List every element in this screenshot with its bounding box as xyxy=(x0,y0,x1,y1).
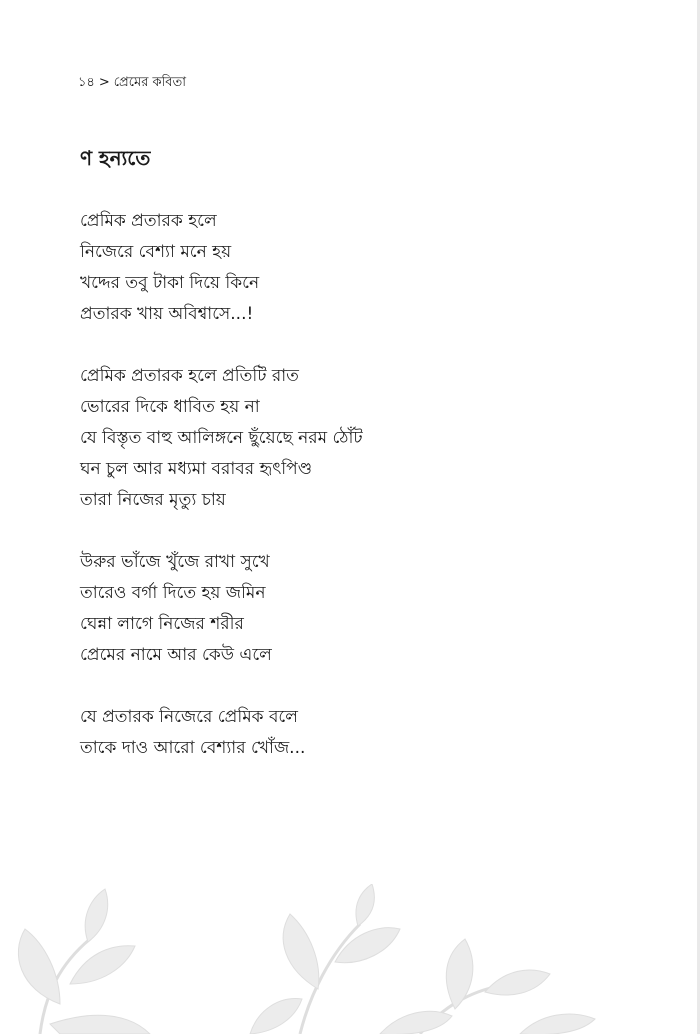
poem-line: প্রেমিক প্রতারক হলে প্রতিটি রাত xyxy=(80,366,299,386)
poem-line: খদ্দের তবু টাকা দিয়ে কিনে xyxy=(80,273,260,293)
poem-body xyxy=(80,206,620,795)
page-number: ১৪ xyxy=(78,75,95,90)
header-separator: > xyxy=(98,75,110,90)
poem-line: ঘন চুল আর মধ্যমা বরাবর হৃৎপিণ্ড xyxy=(80,459,313,479)
stanza-3 xyxy=(80,547,620,671)
poem-line: যে প্রতারক নিজেরে প্রেমিক বলে xyxy=(80,707,298,727)
poem-line: যে বিস্তৃত বাহু আলিঙ্গনে ছুঁয়েছে নরম ঠোঁট xyxy=(80,428,363,448)
stanza-1 xyxy=(80,206,620,330)
stanza-4 xyxy=(80,702,620,764)
poem-line: উরুর ভাঁজে খুঁজে রাখা সুখে xyxy=(80,552,270,572)
leaf-branch-illustration-icon xyxy=(0,884,700,1034)
stanza-2 xyxy=(80,361,620,516)
poem-line: তারেও বর্গা দিতে হয় জমিন xyxy=(80,583,266,603)
poem-line: প্রতারক খায় অবিশ্বাসে...! xyxy=(80,304,254,324)
poem-line: তারা নিজের মৃত্যু চায় xyxy=(80,490,226,510)
poem-line: ভোরের দিকে ধাবিত হয় না xyxy=(80,397,260,417)
poem-title: ণ হন্যতে xyxy=(80,146,151,170)
running-header xyxy=(78,72,186,94)
book-title: প্রেমের কবিতা xyxy=(113,75,187,90)
poem-line: ঘেন্না লাগে নিজের শরীর xyxy=(80,614,244,634)
poem-line: প্রেমিক প্রতারক হলে xyxy=(80,211,217,231)
poem-line: তাকে দাও আরো বেশ্যার খোঁজ... xyxy=(80,738,306,758)
poem-line: প্রেমের নামে আর কেউ এলে xyxy=(80,645,272,665)
poem-line: নিজেরে বেশ্যা মনে হয় xyxy=(80,242,232,262)
